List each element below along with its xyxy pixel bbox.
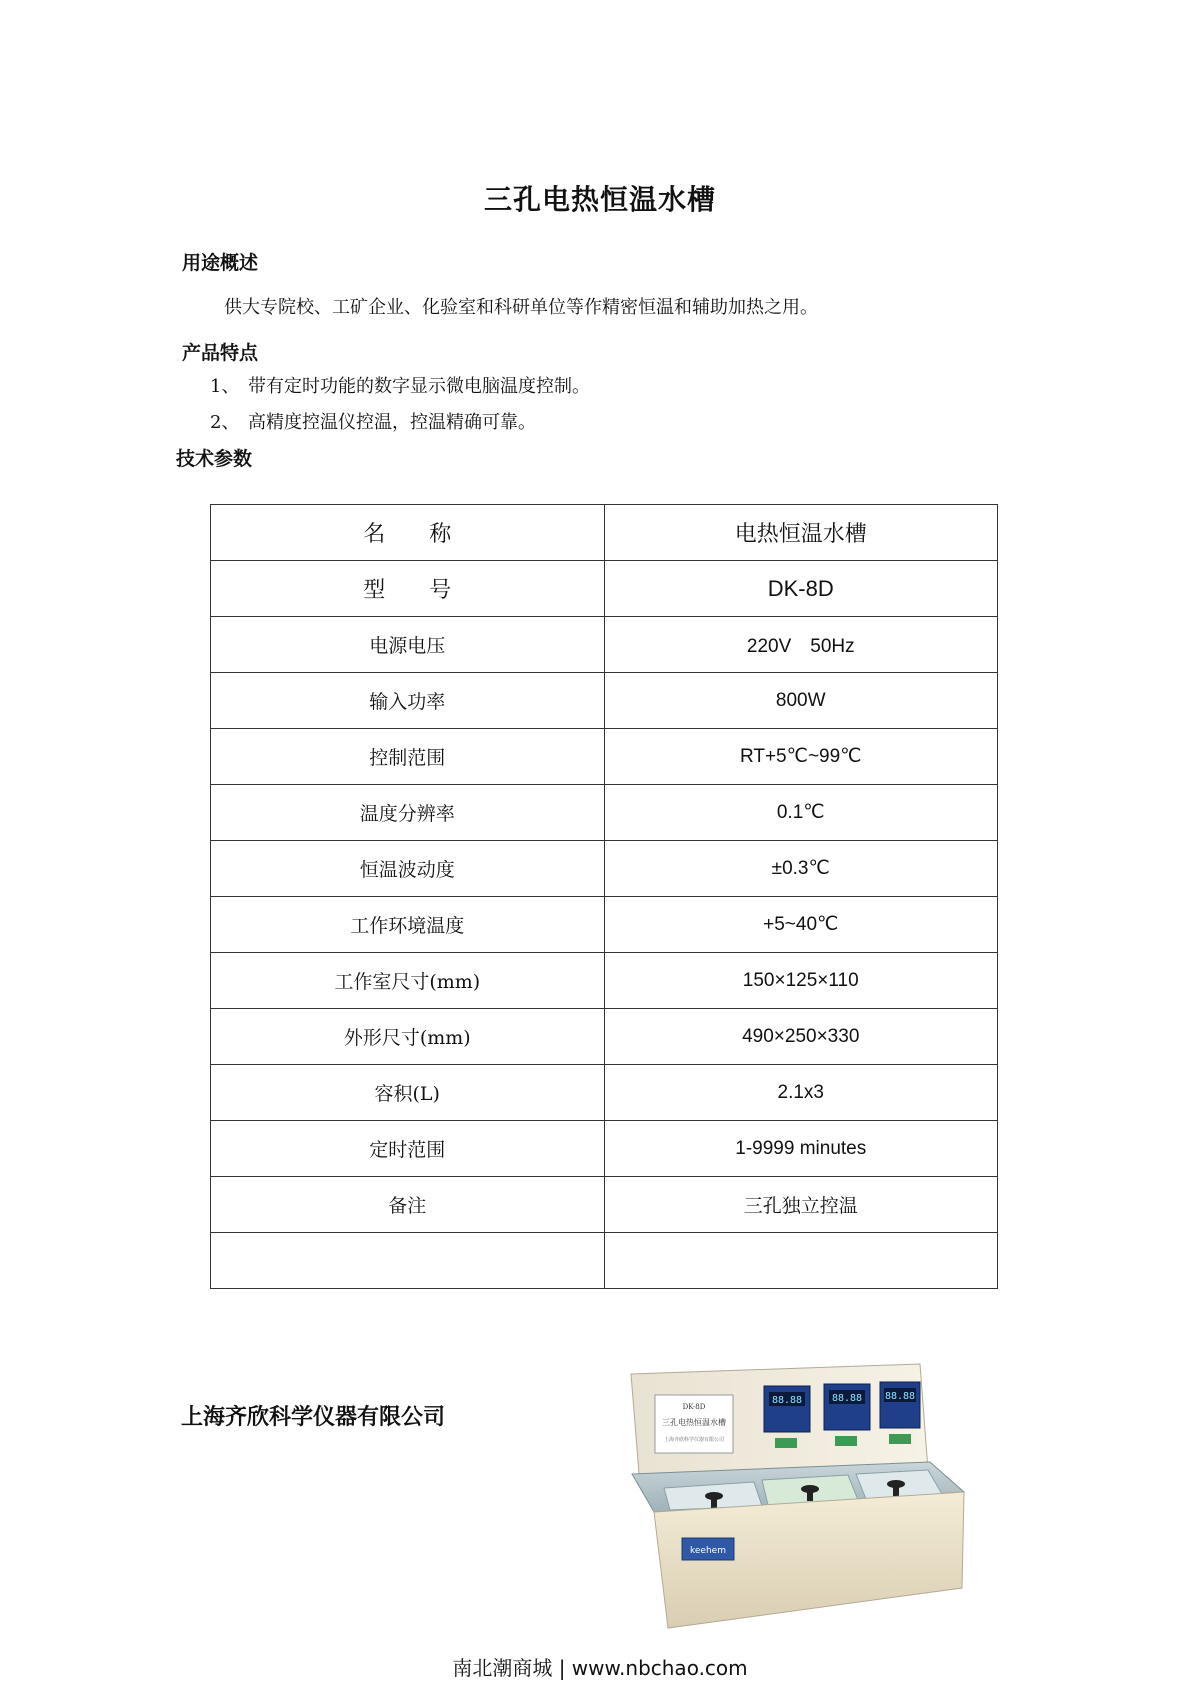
table-row — [211, 505, 998, 561]
table-row — [211, 1009, 998, 1065]
spec-value — [604, 1233, 998, 1289]
spec-value: 150×125×110 — [604, 953, 998, 1009]
table-row — [211, 1121, 998, 1177]
table-row — [211, 953, 998, 1009]
spec-label: 工作环境温度 — [211, 897, 605, 953]
spec-table — [210, 504, 998, 1289]
spec-label — [211, 1233, 605, 1289]
digital-display: 88.88 — [884, 1391, 916, 1402]
document-title: 三孔电热恒温水槽 — [483, 183, 716, 216]
spec-label: 电源电压 — [211, 617, 605, 673]
table-row — [211, 841, 998, 897]
panel-maker: 上海齐欣科学仪器有限公司 — [663, 1437, 725, 1443]
table-row — [211, 617, 998, 673]
spec-label: 恒温波动度 — [211, 841, 605, 897]
spec-label: 温度分辨率 — [211, 785, 605, 841]
spec-value: 220V 50Hz — [604, 617, 998, 673]
table-row — [211, 785, 998, 841]
table-row — [211, 673, 998, 729]
spec-label: 定时范围 — [211, 1121, 605, 1177]
company-name: 上海齐欣科学仪器有限公司 — [181, 1404, 446, 1430]
usage-heading: 用途概述 — [182, 252, 259, 274]
feature-item-2 — [210, 408, 536, 434]
digital-display: 88.88 — [771, 1395, 803, 1406]
brand-logo-text: keehem — [690, 1546, 726, 1556]
spec-value: RT+5℃~99℃ — [604, 729, 998, 785]
spec-value: DK-8D — [604, 561, 998, 617]
spec-label: 输入功率 — [211, 673, 605, 729]
panel-name: 三孔电热恒温水槽 — [662, 1418, 726, 1427]
digital-display: 88.88 — [831, 1393, 863, 1404]
table-row — [211, 729, 998, 785]
feature-item-1 — [210, 372, 590, 398]
spec-label: 型 号 — [211, 561, 605, 617]
spec-value: 1-9999 minutes — [604, 1121, 998, 1177]
panel-model: DK-8D — [682, 1403, 706, 1411]
spec-value: 电热恒温水槽 — [604, 505, 998, 561]
spec-label: 控制范围 — [211, 729, 605, 785]
table-row — [211, 897, 998, 953]
usage-text: 供大专院校、工矿企业、化验室和科研单位等作精密恒温和辅助加热之用。 — [224, 297, 818, 318]
spec-value: +5~40℃ — [604, 897, 998, 953]
spec-value: 800W — [604, 673, 998, 729]
spec-label: 工作室尺寸(mm) — [211, 953, 605, 1009]
spec-value: 2.1x3 — [604, 1065, 998, 1121]
specs-heading: 技术参数 — [176, 448, 253, 470]
water-bath-illustration — [628, 1362, 968, 1632]
table-row — [211, 1065, 998, 1121]
table-row — [211, 561, 998, 617]
product-photo — [628, 1362, 968, 1636]
spec-label: 名 称 — [211, 505, 605, 561]
spec-value: 三孔独立控温 — [604, 1177, 998, 1233]
feature-text: 高精度控温仪控温，控温精确可靠。 — [248, 412, 536, 433]
table-row — [211, 1233, 998, 1289]
spec-value: ±0.3℃ — [604, 841, 998, 897]
feature-number: 2、 — [210, 412, 240, 433]
spec-value: 0.1℃ — [604, 785, 998, 841]
table-row — [211, 1177, 998, 1233]
feature-number: 1、 — [210, 376, 240, 397]
features-heading: 产品特点 — [182, 342, 259, 364]
spec-value: 490×250×330 — [604, 1009, 998, 1065]
feature-text: 带有定时功能的数字显示微电脑温度控制。 — [248, 376, 590, 397]
spec-label: 外形尺寸(mm) — [211, 1009, 605, 1065]
footer-site: 南北潮商城 | www.nbchao.com — [452, 1656, 748, 1680]
spec-label: 备注 — [211, 1177, 605, 1233]
spec-label: 容积(L) — [211, 1065, 605, 1121]
